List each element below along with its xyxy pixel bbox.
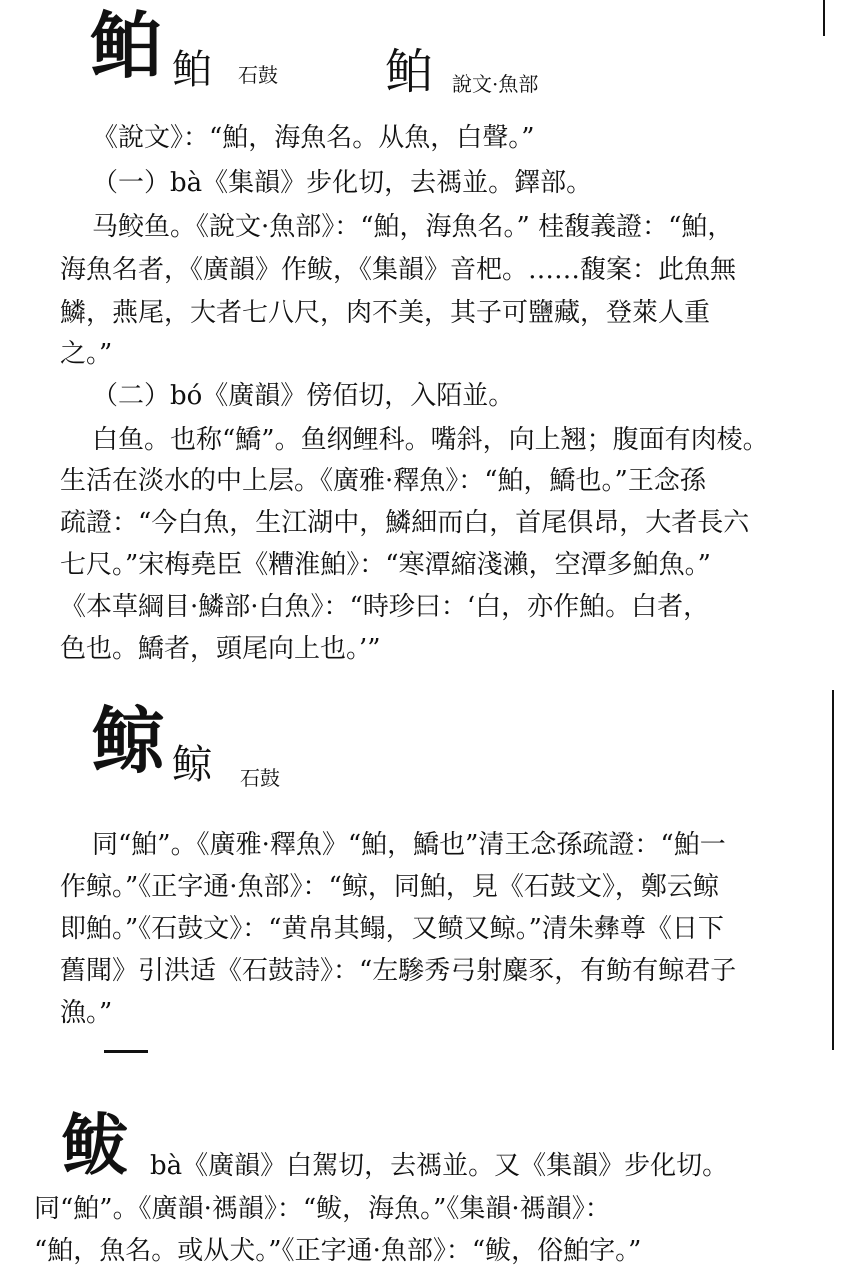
seal-script-glyph: 鲸	[172, 742, 212, 788]
headword: 鲸	[92, 698, 163, 783]
headword: 鲌	[90, 3, 161, 88]
reading-heading: （一）bà《集韻》步化切，去禡並。鐸部。	[92, 168, 593, 198]
entry-text-line: 白鱼。也称“鱎”。鱼纲鲤科。嘴斜，向上翘；腹面有肉棱。	[92, 425, 769, 455]
entry-text-line: 色也。鱎者，頭尾向上也。’”	[60, 634, 381, 664]
entry-text-line: 海魚名者，《廣韻》作鲅，《集韻》音杷。……馥案：此魚無	[60, 255, 737, 285]
cropped-glyph-fragment	[104, 1050, 148, 1053]
entry-text-line: 鱗，燕尾，大者七八尺，肉不美，其子可鹽藏，登萊人重	[60, 298, 711, 328]
margin-rule-top	[823, 0, 825, 36]
margin-rule-middle	[832, 690, 834, 1050]
seal-script-source: 石鼓	[238, 63, 278, 87]
entry-text-line: 《說文》：“鮊，海魚名。从魚，白聲。”	[92, 123, 535, 153]
entry-text-line: 生活在淡水的中上层。《廣雅·釋魚》：“鮊，鱎也。”王念孫	[60, 466, 706, 496]
entry-text-line: 作鲸。”《正字通·魚部》：“鲸，同鮊，見《石鼓文》，鄭云鲸	[60, 872, 719, 902]
entry-text-line: 疏證：“今白魚，生江湖中，鱗細而白，首尾俱昂，大者長六	[60, 508, 750, 538]
seal-script-source: 石鼓	[240, 766, 280, 790]
entry-text-line: 马鲛鱼。《說文·魚部》：“鮊，海魚名。” 桂馥義證：“鮊，	[92, 212, 734, 242]
entry-text-line: 漁。”	[60, 998, 113, 1028]
headword: 鲅	[62, 1106, 126, 1184]
entry-text-line: 《本草綱目·鱗部·白魚》：“時珍曰：‘白，亦作鮊。白者，	[60, 592, 710, 622]
entry-text-line: 舊聞》引洪适《石鼓詩》：“左驂秀弓射麋豕，有鲂有鲸君子	[60, 956, 737, 986]
entry-text-line: “鮊，魚名。或从犬。”《正字通·魚部》：“鲅，俗鮊字。”	[34, 1236, 642, 1266]
entry-text-line: 即鮊。”《石鼓文》：“黄帛其鳎，又鲼又鲸。”清朱彝尊《日下	[60, 914, 724, 944]
seal-script-glyph: 鲌	[385, 44, 434, 100]
entry-text-line: 同“鮊”。《廣雅·釋魚》“鮊，鱎也”清王念孫疏證：“鮊一	[92, 830, 726, 860]
entry-text-line: 七尺。”宋梅堯臣《糟淮鮊》：“寒潭縮淺瀨，空潭多鮊魚。”	[60, 550, 711, 580]
seal-script-source: 說文·魚部	[452, 72, 539, 96]
entry-text-line: 同“鮊”。《廣韻·禡韻》：“鲅，海魚。”《集韻·禡韻》：	[34, 1194, 611, 1224]
entry-text-line: bà《廣韻》白駕切，去禡並。又《集韻》步化切。	[150, 1151, 729, 1181]
seal-script-glyph: 鲌	[172, 47, 212, 93]
reading-heading: （二）bó《廣韻》傍佰切，入陌並。	[92, 381, 515, 411]
entry-text-line: 之。”	[60, 339, 113, 369]
